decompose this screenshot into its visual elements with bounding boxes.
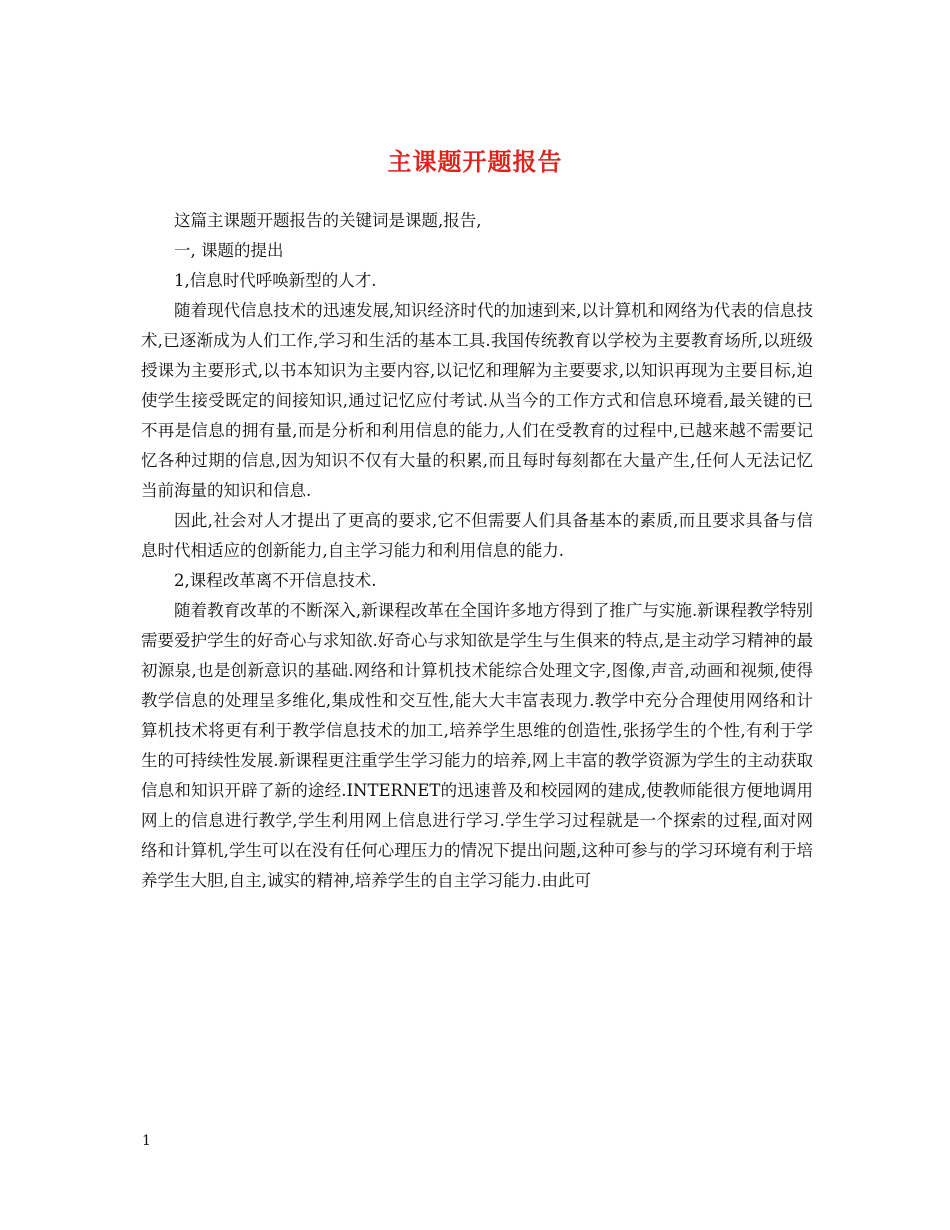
subheading-1: 1,信息时代呼唤新型的人才.	[174, 271, 377, 290]
paragraph-1: 随着现代信息技术的迅速发展,知识经济时代的加速到来,以计算机和网络为代表的信息技术,已逐渐成为人们工作,学习和生活的基本工具.我国传统教育以学校为主要教育场所,以班级授课为主要形式,以书本知识为主要内容,以记忆和理解为主要要求,以知识再现为主要目标,迫使学生接受既定的间接知识,通过记忆应付考试.从当今的工作方式和信息环境看,最关键的已不再是信息的拥有量,而是分析和利用信息的能力,人们在受教育的过程中,已越来越不需要记忆各种过期的信息,因为知识不仅有大量的积累,而且每时每刻都在大量产生,任何人无法记忆当前海量的知识和信息.	[141, 301, 813, 500]
page-number: 1	[142, 1133, 151, 1149]
section-heading: 一, 课题的提出	[174, 241, 284, 260]
subheading-2: 2,课程改革离不开信息技术.	[174, 571, 377, 590]
paragraph-3: 随着教育改革的不断深入,新课程改革在全国许多地方得到了推广与实施.新课程教学特别需要爱护学生的好奇心与求知欲.好奇心与求知欲是学生与生俱来的特点,是主动学习精神的最初源泉,也是创新意识的基础.网络和计算机技术能综合处理文字,图像,声音,动画和视频,使得教学信息的处理呈多维化,集成性和交互性,能大大丰富表现力.教学中充分合理使用网络和计算机技术将更有利于教学信息技术的加工,培养学生思维的创造性,张扬学生的个性,有利于学生的可持续性发展.新课程更注重学生学习能力的培养,网上丰富的教学资源为学生的主动获取信息和知识开辟了新的途经.INTERNET的迅速普及和校园网的建成,使教师能很方便地调用网上的信息进行教学,学生利用网上信息进行学习.学生学习过程就是一个探索的过程,面对网络和计算机,学生可以在没有任何心理压力的情况下提出问题,这种可参与的学习环境有利于培养学生大胆,自主,诚实的精神,培养学生的自主学习能力.由此可	[141, 601, 813, 890]
paragraph-2: 因此,社会对人才提出了更高的要求,它不但需要人们具备基本的素质,而且要求具备与信息时代相适应的创新能力,自主学习能力和利用信息的能力.	[141, 511, 813, 560]
document-body	[141, 206, 813, 896]
document-title: 主课题开题报告	[387, 147, 563, 177]
keywords-paragraph: 这篇主课题开题报告的关键词是课题,报告,	[174, 211, 482, 230]
